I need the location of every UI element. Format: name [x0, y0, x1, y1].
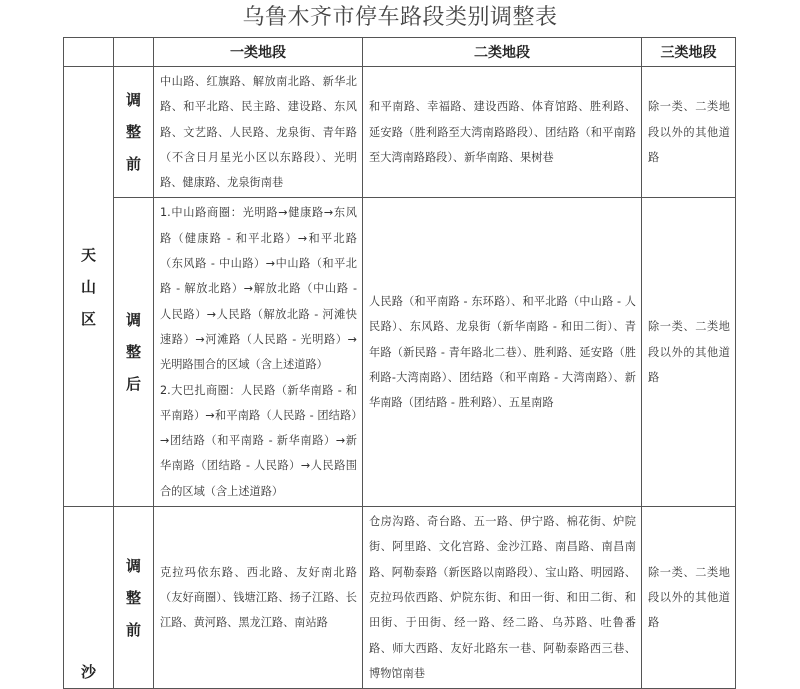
phase-char: 整: [125, 588, 141, 607]
header-class1: 一类地段: [154, 38, 363, 67]
table-row: [64, 198, 736, 507]
class1-cell: 中山路、红旗路、解放南北路、新华北路、和平北路、民主路、建设路、东风路、文艺路、人民路、龙泉街、青年路（不含日月星光小区以东路段）、光明路、健康路、龙泉街南巷: [154, 67, 363, 198]
header-row: [64, 38, 736, 67]
phase-char: 调: [125, 91, 141, 110]
class1-cell: 克拉玛依东路、西北路、友好南北路（友好商圈）、钱塘江路、扬子江路、长江路、黄河路、黑龙江路、南站路: [154, 507, 363, 689]
phase-cell-before: [114, 67, 154, 198]
phase-cell-before: [114, 507, 154, 689]
class3-cell: 除一类、二类地段以外的其他道路: [642, 67, 736, 198]
business-district-item: 1.中山路商圈：光明路→健康路→东风路（健康路 - 和平北路）→和平北路（东风路 - 中山路）→中山路（和平北路 - 解放北路）→解放北路（中山路 - 人民路）→人民路（解放北路 - 河滩快速路）→河滩路（人民路 - 光明路）→光明路围合的区域（含上述道路）: [160, 206, 357, 372]
business-district-item: 2.大巴扎商圈：人民路（新华南路 - 和平南路）→和平南路（人民路 - 团结路）→团结路（和平南路 - 新华南路）→新华南路（团结路 - 人民路）→人民路围合的区域（含上述道路）: [160, 383, 357, 498]
phase-char: 前: [125, 155, 141, 174]
phase-cell-after: [114, 198, 154, 507]
phase-char: 调: [125, 556, 141, 575]
phase-char: 前: [125, 620, 141, 639]
district-char: 山: [80, 277, 96, 296]
parking-category-table: [63, 37, 736, 689]
class2-cell: 人民路（和平南路 - 东环路）、和平北路（中山路 - 人民路）、东风路、龙泉街（新华南路 - 和田二街）、青年路（新民路 - 青年路北二巷）、胜利路、延安路（胜利路-大湾南路）、团结路（和平南路 - 大湾南路）、新华南路（团结路 - 胜利路）、五星南路: [363, 198, 642, 507]
table-row: [64, 507, 736, 689]
header-class2: 二类地段: [363, 38, 642, 67]
class1-cell: [154, 198, 363, 507]
class2-cell: 仓房沟路、奇台路、五一路、伊宁路、棉花街、炉院街、阿里路、文化宫路、金沙江路、南昌路、南昌南路、阿勒泰路（新医路以南路段）、宝山路、明园路、克拉玛依西路、炉院东街、和田一街、和田二街、和田街、于田街、经一路、经二路、乌苏路、吐鲁番路、师大西路、友好北路东一巷、阿勒泰路西三巷、博物馆南巷: [363, 507, 642, 689]
header-district: [64, 38, 114, 67]
district-char: 区: [80, 309, 96, 328]
class3-cell: 除一类、二类地段以外的其他道路: [642, 507, 736, 689]
class3-cell: 除一类、二类地段以外的其他道路: [642, 198, 736, 507]
phase-char: 后: [125, 375, 141, 394]
district-cell-sha: [64, 507, 114, 689]
district-char: 天: [80, 245, 96, 264]
page-title: 乌鲁木齐市停车路段类别调整表: [242, 5, 558, 30]
phase-char: 整: [125, 123, 141, 142]
district-char: 沙: [80, 663, 96, 682]
class2-cell: 和平南路、幸福路、建设西路、体育馆路、胜利路、延安路（胜利路至大湾南路路段）、团结路（和平南路至大湾南路路段）、新华南路、果树巷: [363, 67, 642, 198]
district-cell-tianshan: [64, 67, 114, 507]
phase-char: 整: [125, 343, 141, 362]
phase-char: 调: [125, 311, 141, 330]
table-row: [64, 67, 736, 198]
header-class3: 三类地段: [642, 38, 736, 67]
header-phase: [114, 38, 154, 67]
